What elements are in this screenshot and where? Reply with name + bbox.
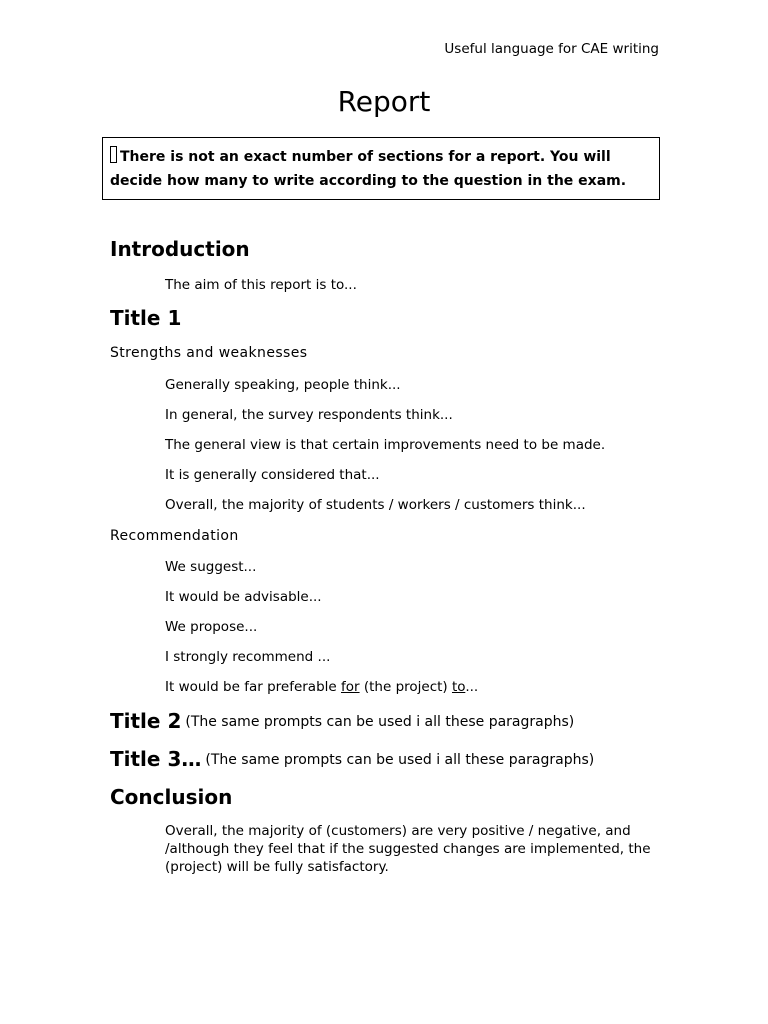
recommendation-heading: Recommendation <box>110 528 239 544</box>
page-title: Report <box>337 85 431 118</box>
underlined-word-for: for <box>341 679 360 695</box>
phrase-item: The aim of this report is to... <box>165 277 357 293</box>
title-2-note: (The same prompts can be used i all these paragraphs) <box>185 714 575 730</box>
title-3-note: (The same prompts can be used i all these paragraphs) <box>205 752 595 768</box>
phrase-item: The general view is that certain improvements need to be made. <box>165 437 606 453</box>
phrase-item: It would be advisable... <box>165 589 322 605</box>
phrase-item: In general, the survey respondents think... <box>165 407 453 423</box>
title-3-heading <box>110 747 594 771</box>
title-3-label: Title 3… <box>110 747 202 771</box>
phrase-item: We propose... <box>165 619 258 635</box>
notice-text: There is not an exact number of sections for a report. You will decide how many to write according to the question in the exam. <box>110 149 627 189</box>
underlined-word-to: to <box>451 679 466 695</box>
title-2-label: Title 2 <box>110 709 182 733</box>
title-2-heading <box>110 709 574 733</box>
phrase-item: Overall, the majority of students / workers / customers think... <box>165 497 586 513</box>
bracket-marker-icon <box>110 146 117 163</box>
phrase-item: It is generally considered that... <box>165 467 380 483</box>
phrase-item-preferable <box>165 679 478 695</box>
conclusion-heading: Conclusion <box>110 785 233 809</box>
introduction-heading: Introduction <box>110 237 250 261</box>
notice-box <box>102 137 660 200</box>
strengths-weaknesses-heading: Strengths and weaknesses <box>110 345 308 361</box>
phrase-part: (the project) <box>359 679 452 695</box>
phrase-item: Generally speaking, people think... <box>165 377 401 393</box>
title-1-heading: Title 1 <box>110 306 182 330</box>
phrase-part: ... <box>465 679 479 695</box>
phrase-item: We suggest... <box>165 559 257 575</box>
phrase-item: I strongly recommend ... <box>165 649 331 665</box>
header-note: Useful language for CAE writing <box>444 41 659 57</box>
phrase-part: It would be far preferable <box>165 679 341 695</box>
conclusion-text: Overall, the majority of (customers) are very positive / negative, and /although they feel that if the suggested changes are implemented, the (project) will be fully satisfactory. <box>165 823 651 875</box>
